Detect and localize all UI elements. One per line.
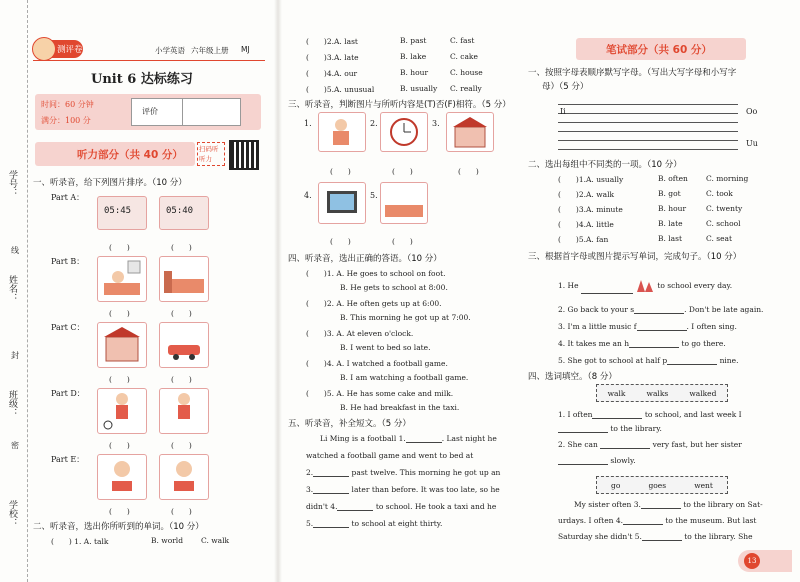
word-option: walk <box>607 388 626 398</box>
letter-uu: Uu <box>746 139 758 148</box>
bed-image <box>380 182 428 224</box>
q2-item <box>306 84 482 95</box>
name-label: 姓名： <box>7 275 17 302</box>
tv-image <box>318 182 366 224</box>
answer-paren[interactable]: ( ) <box>558 205 579 214</box>
item-number: 2. <box>326 299 335 308</box>
letter-ii: Ii <box>560 107 566 116</box>
word-box-2 <box>596 476 728 494</box>
boy-reading-image <box>97 454 147 500</box>
option-a: A. unusual <box>334 85 375 94</box>
q4-item <box>306 328 413 339</box>
passage-text: Li Ming is a football 1. <box>320 434 406 443</box>
option-c: C. really <box>450 84 482 93</box>
option-a: A. He has some cake and milk. <box>336 389 454 398</box>
part-c-label: Part C： <box>51 323 85 332</box>
option-a: A. last <box>334 37 358 46</box>
boy-football-icon <box>98 389 146 433</box>
fill-text: to the library. <box>610 424 662 433</box>
answer-blank[interactable] <box>337 502 373 511</box>
fill-text: to the library on Sat- <box>683 500 763 509</box>
letter-oo: Oo <box>746 107 758 116</box>
header-rule <box>33 60 265 61</box>
w-q4-title: 四、选词填空。（8 分） <box>528 372 617 382</box>
option-c: C. walk <box>201 536 230 545</box>
sentence-start: 3. I'm a little music f <box>558 322 637 331</box>
writing-banner <box>576 38 746 60</box>
answer-paren[interactable]: ( ) <box>558 220 579 229</box>
option-a: A. our <box>334 69 358 78</box>
time-label: 时间：60 分钟 <box>41 100 94 109</box>
answer-paren[interactable]: ( ) <box>330 167 351 176</box>
answer-blank[interactable] <box>592 410 642 419</box>
q4-item <box>306 298 442 309</box>
car-icon <box>160 323 208 367</box>
answer-paren[interactable]: ( ) <box>306 359 327 368</box>
edition: MJ <box>241 45 250 54</box>
option-b: B. late <box>658 219 683 228</box>
answer-blank[interactable] <box>629 339 679 348</box>
w-q2-item <box>558 189 733 200</box>
item-number: 5. <box>326 85 335 94</box>
pic-number: 1. <box>304 119 312 128</box>
passage-text: didn't 4. <box>306 502 338 511</box>
answer-blank[interactable] <box>313 485 349 494</box>
sentence-end: to go there. <box>681 339 726 348</box>
w-q2-item <box>558 234 733 245</box>
school-image <box>97 322 147 368</box>
w-q3-item <box>558 305 763 314</box>
answer-paren[interactable]: ( ) <box>558 175 579 184</box>
q2-item <box>306 68 483 79</box>
item-number: 1. <box>326 269 335 278</box>
w-q3-item <box>558 278 732 294</box>
girl-violin-icon <box>319 113 365 151</box>
fill-text: 1. I often <box>558 410 593 419</box>
option-c: C. fast <box>450 36 475 45</box>
sentence-end: nine. <box>719 356 739 365</box>
option-a: A. He often gets up at 6:00. <box>336 299 442 308</box>
tv-icon <box>319 183 365 223</box>
word-option: walks <box>646 388 669 398</box>
line-mark: 线 <box>11 246 19 255</box>
option-a: A. He goes to school on foot. <box>336 269 446 278</box>
option-b: B. He gets to school at 8:00. <box>340 283 448 292</box>
answer-blank[interactable] <box>642 532 682 541</box>
badge-avatar-icon <box>32 37 56 61</box>
q4-title: 四、听录音，选出正确的答语。（10 分） <box>288 254 442 264</box>
word-option: go <box>611 480 621 490</box>
answer-blank[interactable] <box>406 434 442 443</box>
option-a: A. minute <box>586 205 623 214</box>
q4-item <box>306 388 453 399</box>
answer-paren[interactable]: ( ) <box>171 309 192 318</box>
page-number: 13 <box>744 553 760 569</box>
w-q2-title: 二、选出每组中不同类的一项。（10 分） <box>528 160 682 170</box>
option-c: C. house <box>450 68 483 77</box>
walking-feet-icon <box>633 278 655 294</box>
answer-blank[interactable] <box>634 305 684 314</box>
q4-item <box>306 358 448 369</box>
boy-running-image <box>159 388 209 434</box>
answer-paren[interactable]: ( ) <box>306 269 327 278</box>
answer-paren[interactable]: ( ) <box>306 69 327 78</box>
clock-b-image <box>159 196 209 230</box>
passage-text: to school at eight thirty. <box>351 519 443 528</box>
answer-paren[interactable]: ( ) <box>306 299 327 308</box>
answer-paren[interactable]: ( ) <box>171 507 192 516</box>
option-c: C. school <box>706 219 741 228</box>
answer-paren[interactable]: ( ) <box>306 85 327 94</box>
item-number: 4. <box>326 359 335 368</box>
answer-paren[interactable]: ( ) <box>171 441 192 450</box>
q1-title: 一、听录音，给下列图片排序。（10 分） <box>33 178 187 188</box>
passage-text: 2. <box>306 468 314 477</box>
school-image <box>446 112 494 152</box>
sleeping-image <box>159 256 209 302</box>
item-number: 3. <box>578 205 587 214</box>
car-image <box>159 322 209 368</box>
answer-paren[interactable]: ( ) <box>109 243 130 252</box>
option-b: B. usually <box>400 84 438 93</box>
subject: 小学英语 <box>155 46 185 55</box>
sentence-start: 1. He <box>558 281 579 290</box>
option-a: A. I watched a football game. <box>336 359 448 368</box>
qr-code-icon[interactable] <box>229 140 259 170</box>
eval-box <box>131 98 241 126</box>
bed-icon <box>160 257 208 301</box>
listening-banner-text: 听力部分（共 40 分） <box>77 149 183 161</box>
sentence-start: 4. It takes me an h <box>558 339 630 348</box>
passage-line: watched a football game and went to bed at <box>306 451 474 460</box>
fill-line <box>574 500 763 509</box>
fill-text: slowly. <box>610 456 636 465</box>
item-number: 3. <box>326 329 335 338</box>
item-number: 1. <box>74 537 82 546</box>
sentence-start: 2. Go back to your s <box>558 305 635 314</box>
option-c: C. cake <box>450 52 478 61</box>
fill-text: urdays. I often 4. <box>558 516 624 525</box>
q2-item <box>51 536 230 547</box>
w-q1-title: 一、按照字母表顺序默写字母。（写出大写字母和小写字 <box>528 68 737 78</box>
option-b: B. hour <box>400 68 429 77</box>
part-d-label: Part D： <box>51 389 85 398</box>
passage-text: 5. <box>306 519 314 528</box>
option-c: C. took <box>706 189 733 198</box>
letter-writing-area[interactable] <box>558 96 738 146</box>
page-fold <box>274 0 282 582</box>
clock-b-time: 05:40 <box>166 206 194 216</box>
option-b: B. got <box>658 189 681 198</box>
answer-paren[interactable]: ( ) <box>306 53 327 62</box>
answer-blank[interactable] <box>600 440 650 449</box>
pic-number: 2. <box>370 119 378 128</box>
badge-text: 测评卷 <box>57 45 83 55</box>
passage-line <box>306 485 500 494</box>
answer-blank[interactable] <box>313 519 349 528</box>
fill-text: My sister often 3. <box>574 500 641 509</box>
boy-reading-icon <box>98 455 146 499</box>
option-a: A. walk <box>586 190 615 199</box>
info-box <box>35 94 261 130</box>
fill-line <box>558 532 753 541</box>
fill-line <box>558 456 636 465</box>
answer-paren[interactable]: ( ) <box>306 389 327 398</box>
fill-line <box>558 516 756 525</box>
q2-item <box>306 36 475 47</box>
option-b: B. I went to bed so late. <box>340 343 431 352</box>
passage-line <box>320 434 497 443</box>
w-q3-item <box>558 322 737 331</box>
answer-paren[interactable]: ( ) <box>558 235 579 244</box>
listening-banner <box>35 142 195 166</box>
answer-paren[interactable]: ( ) <box>51 537 72 546</box>
fill-text: Saturday she didn't 5. <box>558 532 642 541</box>
w-q2-item <box>558 204 743 215</box>
boy-eating-image <box>159 454 209 500</box>
answer-blank[interactable] <box>637 322 687 331</box>
w-q2-item <box>558 174 749 185</box>
option-a: A. fan <box>586 235 609 244</box>
option-b: B. often <box>658 174 688 183</box>
item-number: 4. <box>578 220 587 229</box>
fill-text: to school, and last week I <box>644 410 742 419</box>
student-no-label: 学号： <box>7 170 17 197</box>
eval-divider <box>182 99 183 125</box>
option-a: A. usually <box>586 175 624 184</box>
answer-blank[interactable] <box>623 516 663 525</box>
word-option: walked <box>689 388 717 398</box>
item-number: 2. <box>578 190 587 199</box>
option-b: B. lake <box>400 52 427 61</box>
answer-paren[interactable]: ( ) <box>392 167 413 176</box>
answer-paren[interactable]: ( ) <box>306 329 327 338</box>
passage-text: 3. <box>306 485 314 494</box>
passage-line <box>306 519 442 528</box>
fill-line <box>558 410 742 419</box>
w-q3-item <box>558 339 726 348</box>
word-box-1 <box>596 384 728 402</box>
boy-football-image <box>97 388 147 434</box>
option-c: C. seat <box>706 234 733 243</box>
answer-paren[interactable]: ( ) <box>306 37 327 46</box>
answer-paren[interactable]: ( ) <box>330 237 351 246</box>
w-q3-item <box>558 356 738 365</box>
passage-text: to school. He took a taxi and he <box>375 502 497 511</box>
grade: 六年级上册 <box>191 46 229 55</box>
page-tab <box>738 550 792 572</box>
item-number: 4. <box>326 69 335 78</box>
qr-hint: 扫码听听力 <box>197 142 225 166</box>
clock-image <box>380 112 428 152</box>
answer-paren[interactable]: ( ) <box>171 375 192 384</box>
option-b: B. I am watching a football game. <box>340 373 469 382</box>
option-c: C. twenty <box>706 204 743 213</box>
clock-a-time: 05:45 <box>104 206 132 216</box>
option-c: C. morning <box>706 174 749 183</box>
binding-margin <box>4 20 24 580</box>
school-building-icon <box>98 323 146 367</box>
answer-paren[interactable]: ( ) <box>392 237 413 246</box>
school-building-icon <box>447 113 493 151</box>
option-a: A. talk <box>83 537 109 546</box>
passage-line <box>306 502 496 511</box>
sentence-end: to school every day. <box>657 281 733 290</box>
fill-text: to the library. She <box>684 532 753 541</box>
pic-number: 3. <box>432 119 440 128</box>
word-option: went <box>694 480 713 490</box>
item-number: 5. <box>578 235 587 244</box>
option-b: B. This morning he got up at 7:00. <box>340 313 471 322</box>
passage-text: later than before. It was too late, so he <box>351 485 500 494</box>
w-q2-item <box>558 219 741 230</box>
violin-image <box>318 112 366 152</box>
boy-in-bed-icon <box>98 257 146 301</box>
sentence-end: . Don't be late again. <box>684 305 764 314</box>
school-label: 学校： <box>7 500 17 527</box>
score-label: 满分：100 分 <box>41 116 91 125</box>
option-b: B. hour <box>658 204 687 213</box>
boy-eating-icon <box>160 455 208 499</box>
option-a: A. At eleven o'clock. <box>336 329 414 338</box>
part-e-label: Part E： <box>51 455 85 464</box>
answer-paren[interactable]: ( ) <box>558 190 579 199</box>
option-b: B. He had breakfast in the taxi. <box>340 403 460 412</box>
item-number: 3. <box>326 53 335 62</box>
q2-title: 二、听录音，选出你所听到的单词。（10 分） <box>33 522 204 532</box>
answer-paren[interactable]: ( ) <box>109 375 130 384</box>
fill-line <box>558 424 662 433</box>
option-b: B. last <box>658 234 683 243</box>
class-label: 班级： <box>7 390 17 417</box>
sentence-start: 5. She got to school at half p <box>558 356 668 365</box>
q4-item <box>306 268 445 279</box>
answer-paren[interactable]: ( ) <box>109 309 130 318</box>
answer-blank[interactable] <box>667 356 717 365</box>
pic-number: 4. <box>304 191 312 200</box>
answer-blank[interactable] <box>558 456 608 465</box>
fill-text: 2. She can <box>558 440 598 449</box>
seal-mark: 封 <box>11 351 19 360</box>
answer-paren[interactable]: ( ) <box>109 507 130 516</box>
passage-line <box>306 468 500 477</box>
option-b: B. world <box>151 536 183 545</box>
w-q3-title: 三、根据首字母或图片提示写单词，完成句子。（10 分） <box>528 252 742 262</box>
pic-number: 5. <box>370 191 378 200</box>
writing-banner-text: 笔试部分（共 60 分） <box>606 44 712 56</box>
fill-text: to the museum. But last <box>665 516 757 525</box>
option-b: B. past <box>400 36 427 45</box>
answer-paren[interactable]: ( ) <box>171 243 192 252</box>
secret-mark: 密 <box>11 441 19 450</box>
page-title: Unit 6 达标练习 <box>91 72 193 87</box>
passage-text: . Last night he <box>441 434 497 443</box>
fill-text: very fast, but her sister <box>652 440 742 449</box>
part-a-label: Part A： <box>51 193 85 202</box>
item-number: 5. <box>326 389 335 398</box>
item-number: 2. <box>326 37 335 46</box>
q3-title: 三、听录音，判断图片与所听内容是(T)否(F)相符。（5 分） <box>288 100 511 110</box>
boy-running-icon <box>160 389 208 433</box>
answer-blank[interactable] <box>641 500 681 509</box>
passage-text: past twelve. This morning he got up an <box>351 468 501 477</box>
q2-item <box>306 52 478 63</box>
answer-blank[interactable] <box>558 424 608 433</box>
answer-paren[interactable]: ( ) <box>109 441 130 450</box>
fill-line <box>558 440 742 449</box>
bed-icon <box>381 183 427 223</box>
item-number: 1. <box>578 175 587 184</box>
answer-blank[interactable] <box>313 468 349 477</box>
q5-title: 五、听录音，补全短文。（5 分） <box>288 419 411 429</box>
w-q1-title-cont: 母）（5 分） <box>542 82 589 92</box>
eval-label: 评价 <box>142 107 158 116</box>
sentence-end: . I often sing. <box>686 322 737 331</box>
clock-icon <box>381 113 427 151</box>
answer-blank[interactable] <box>581 285 633 294</box>
word-option: goes <box>648 480 667 490</box>
option-a: A. little <box>586 220 614 229</box>
part-b-label: Part B： <box>51 257 85 266</box>
badge <box>35 40 83 58</box>
cut-line <box>27 0 28 582</box>
boy-waking-image <box>97 256 147 302</box>
option-a: A. late <box>334 53 359 62</box>
clock-a-image <box>97 196 147 230</box>
answer-paren[interactable]: ( ) <box>458 167 479 176</box>
